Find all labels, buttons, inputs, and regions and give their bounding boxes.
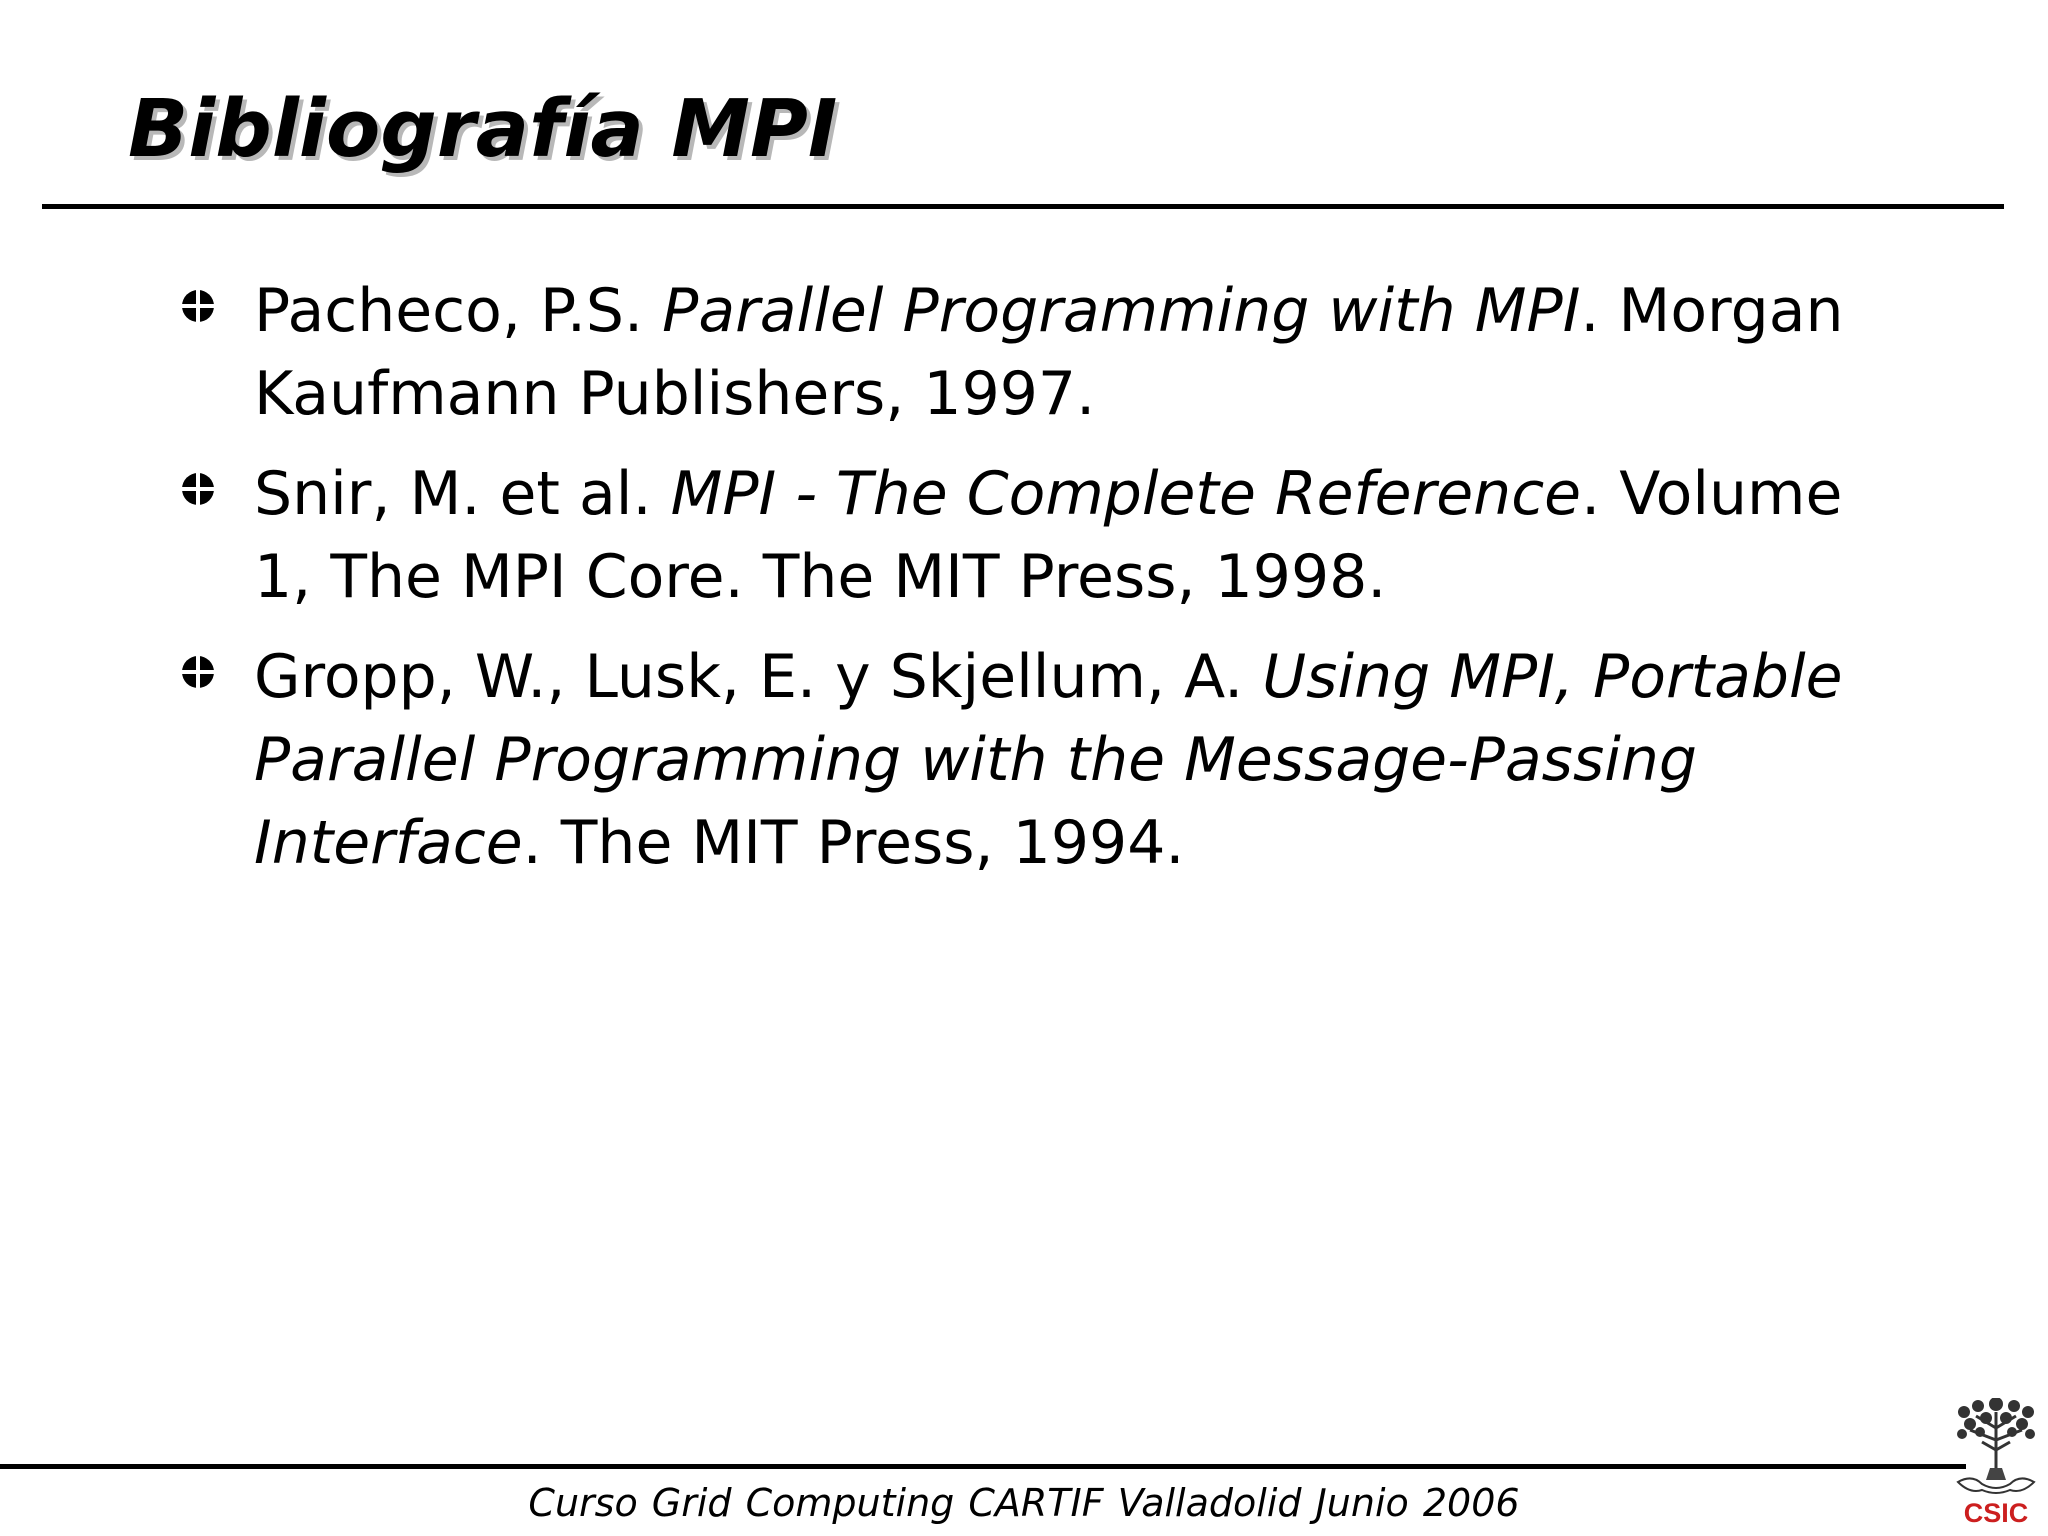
reference-item: [180, 636, 1880, 885]
reference-list: [180, 270, 1880, 902]
reference-title: Using MPI, Portable Parallel Programming with the Message-Passing Interface: [254, 642, 1843, 878]
reference-publisher: . Morgan Kaufmann Publishers, 1997.: [254, 276, 1844, 429]
bullet-icon: [180, 471, 216, 507]
reference-title: Parallel Programming with MPI: [662, 276, 1581, 346]
footer-text: Curso Grid Computing CARTIF Valladolid Junio 2006: [528, 1481, 1520, 1525]
reference-authors: Pacheco, P.S.: [254, 276, 663, 346]
reference-authors: Gropp, W., Lusk, E. y Skjellum, A.: [254, 642, 1263, 712]
tree-icon: [1952, 1398, 2040, 1498]
title-divider: [42, 204, 2004, 209]
bullet-icon: [180, 288, 216, 324]
reference-title: MPI - The Complete Reference: [670, 459, 1582, 529]
reference-publisher: . Volume 1, The MPI Core. The MIT Press, 1998.: [254, 459, 1843, 612]
reference-item: [180, 453, 1880, 619]
bullet-icon: [180, 654, 216, 690]
reference-publisher: . The MIT Press, 1994.: [522, 808, 1185, 878]
csic-logo: [1952, 1398, 2040, 1532]
footer-divider: [0, 1464, 1966, 1469]
slide-title: Bibliografía MPI: [128, 83, 838, 175]
logo-label: CSIC: [1963, 1498, 2029, 1528]
reference-item: [180, 270, 1880, 436]
reference-authors: Snir, M. et al.: [254, 459, 671, 529]
